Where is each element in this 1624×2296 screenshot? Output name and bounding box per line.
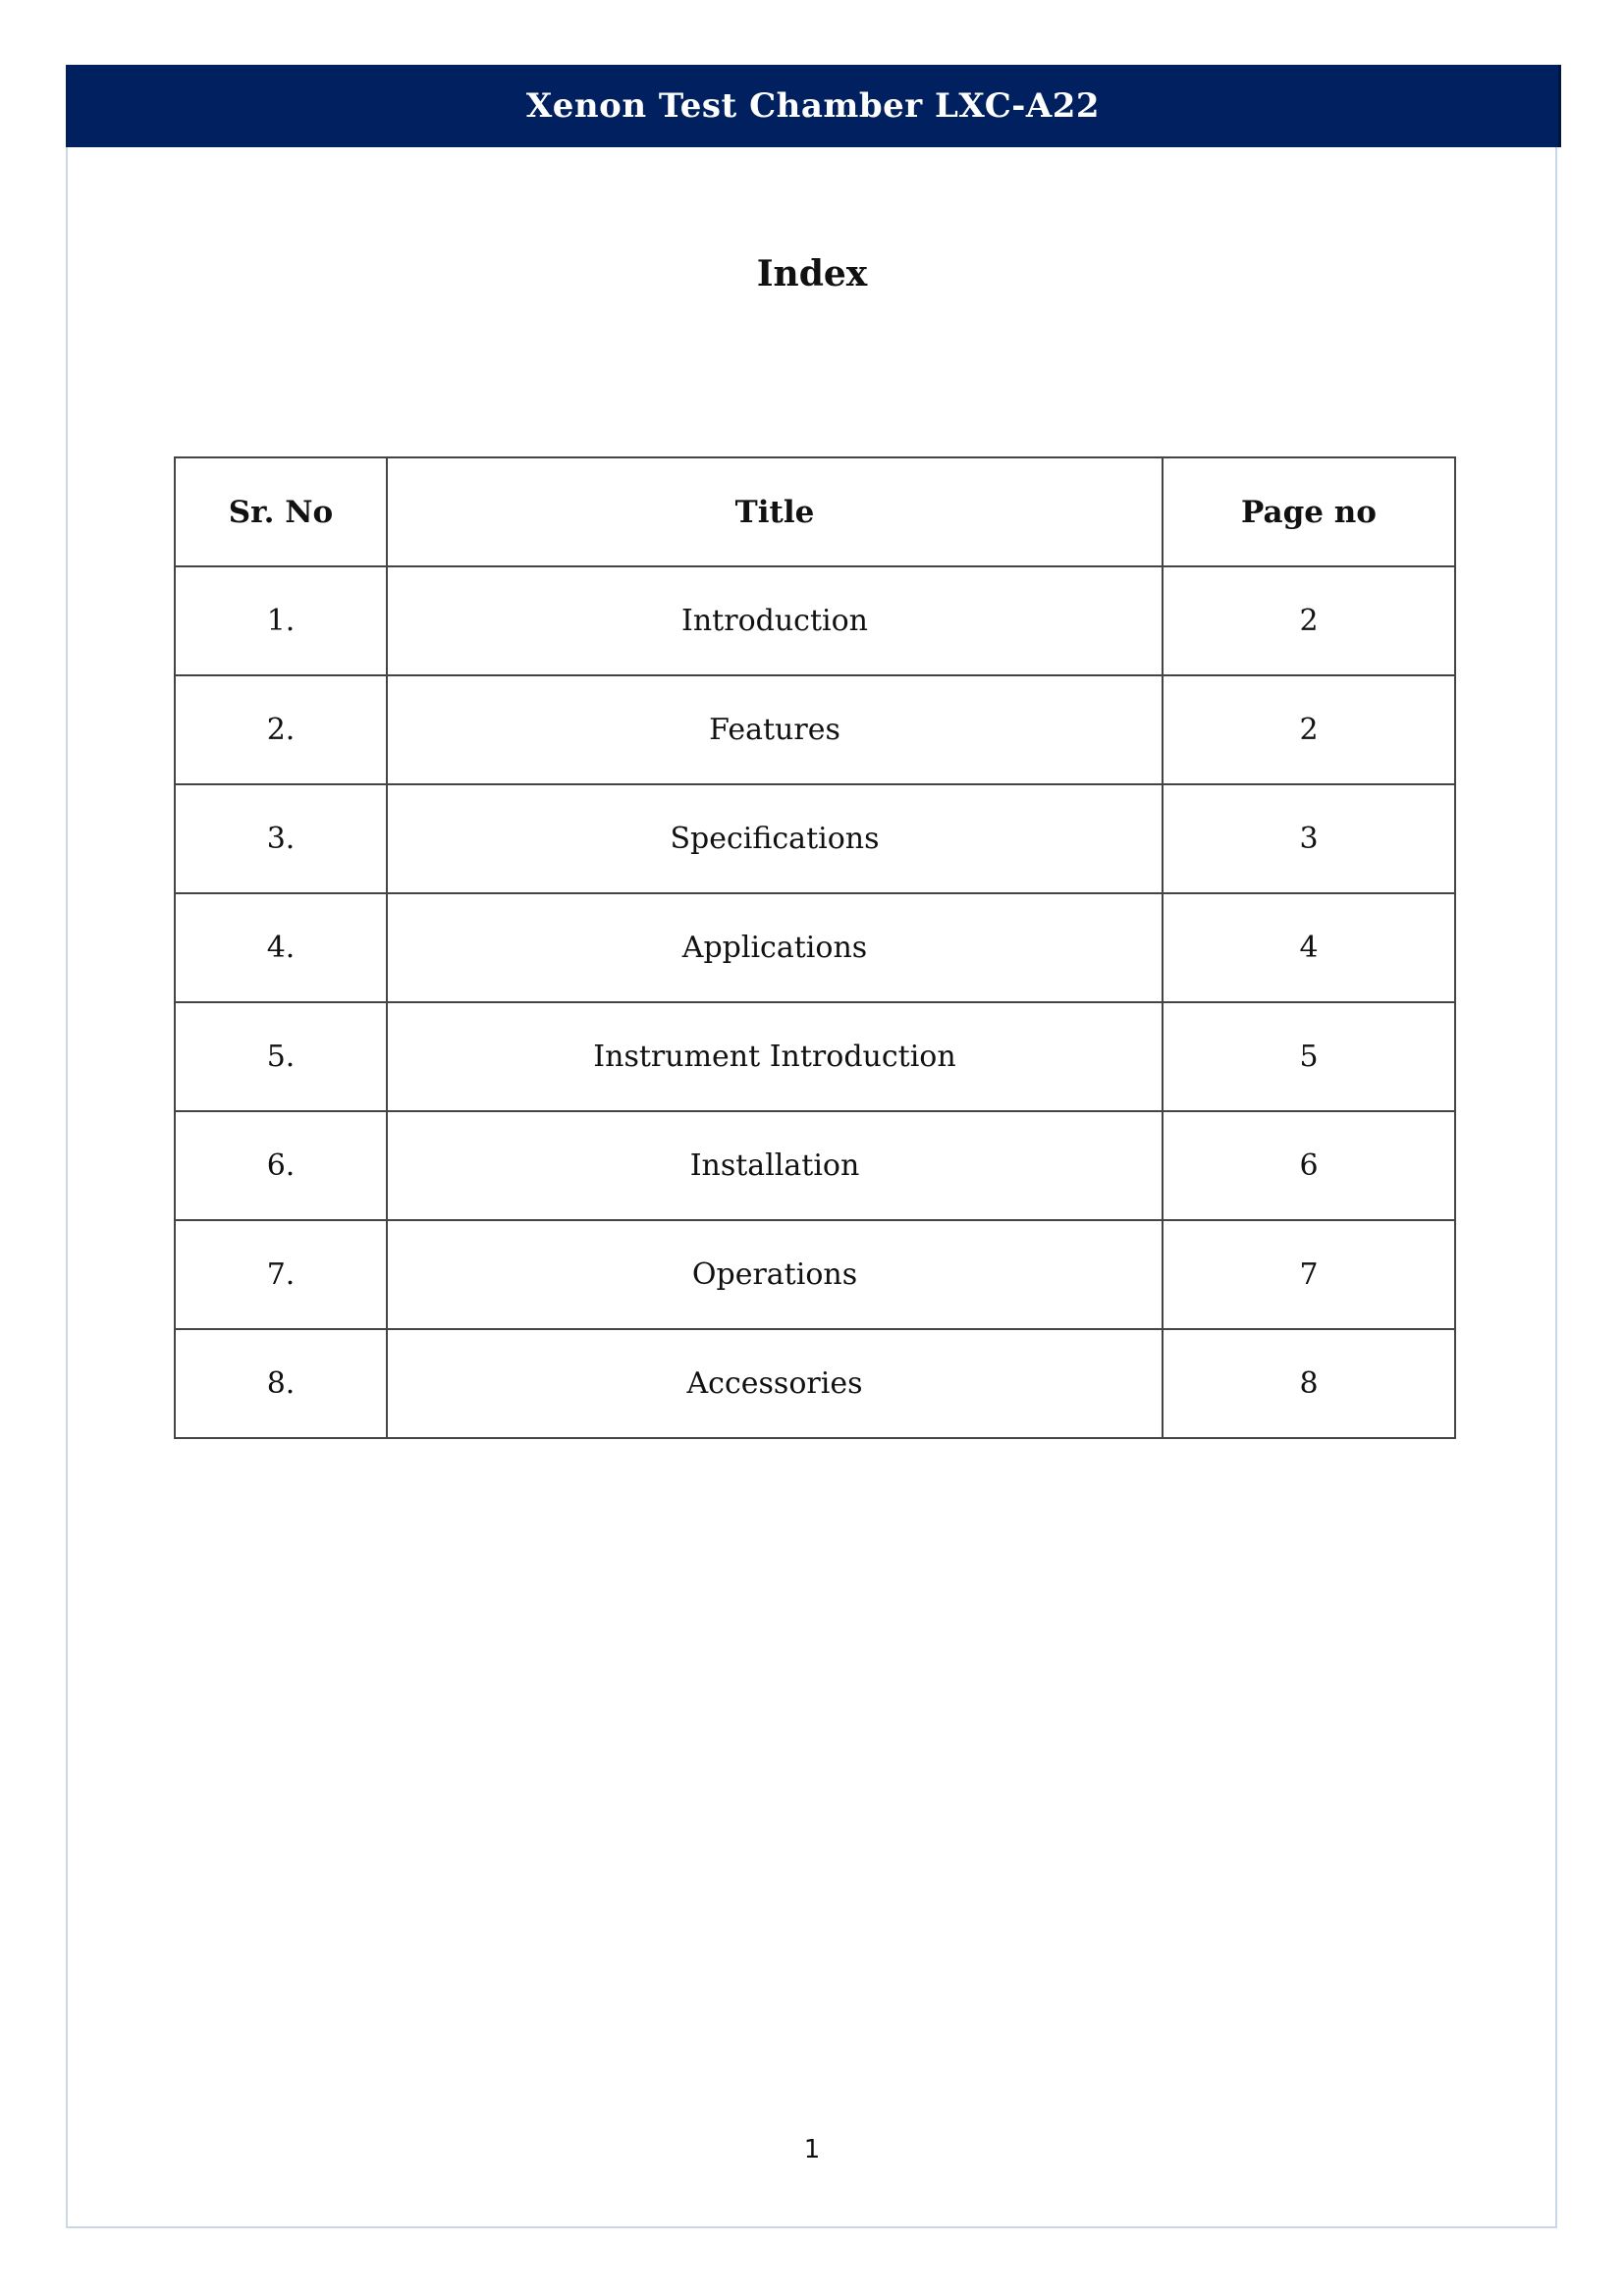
table-row: [175, 1111, 1455, 1220]
cell-title: Specifications: [387, 784, 1163, 893]
cell-title: Installation: [387, 1111, 1163, 1220]
table-row: [175, 675, 1455, 784]
cell-sr-no: 4.: [175, 893, 387, 1002]
cell-page-no: 5: [1163, 1002, 1455, 1111]
cell-page-no: 3: [1163, 784, 1455, 893]
cell-title: Instrument Introduction: [387, 1002, 1163, 1111]
cell-sr-no: 5.: [175, 1002, 387, 1111]
table-row: [175, 784, 1455, 893]
page-number: 1: [803, 2135, 821, 2164]
table-row: [175, 893, 1455, 1002]
cell-title: Applications: [387, 893, 1163, 1002]
table-row: [175, 1002, 1455, 1111]
table-row: [175, 1329, 1455, 1438]
cell-sr-no: 8.: [175, 1329, 387, 1438]
cell-sr-no: 3.: [175, 784, 387, 893]
header-title: Title: [387, 457, 1163, 566]
cell-sr-no: 1.: [175, 566, 387, 675]
cell-sr-no: 7.: [175, 1220, 387, 1329]
header-sr-no: Sr. No: [175, 457, 387, 566]
cell-sr-no: 6.: [175, 1111, 387, 1220]
cell-page-no: 2: [1163, 675, 1455, 784]
document-header: [66, 65, 1560, 147]
cell-page-no: 8: [1163, 1329, 1455, 1438]
cell-title: Features: [387, 675, 1163, 784]
cell-page-no: 7: [1163, 1220, 1455, 1329]
cell-title: Introduction: [387, 566, 1163, 675]
table-row: [175, 1220, 1455, 1329]
page-title: Index: [756, 253, 868, 294]
cell-page-no: 4: [1163, 893, 1455, 1002]
cell-page-no: 6: [1163, 1111, 1455, 1220]
table-row: [175, 566, 1455, 675]
document-title: Xenon Test Chamber LXC-A22: [525, 86, 1101, 126]
cell-title: Operations: [387, 1220, 1163, 1329]
header-page-no: Page no: [1163, 457, 1455, 566]
cell-page-no: 2: [1163, 566, 1455, 675]
cell-sr-no: 2.: [175, 675, 387, 784]
index-table: [174, 456, 1456, 1439]
table-header-row: [175, 457, 1455, 566]
cell-title: Accessories: [387, 1329, 1163, 1438]
header-bar-edge: [1558, 65, 1561, 147]
